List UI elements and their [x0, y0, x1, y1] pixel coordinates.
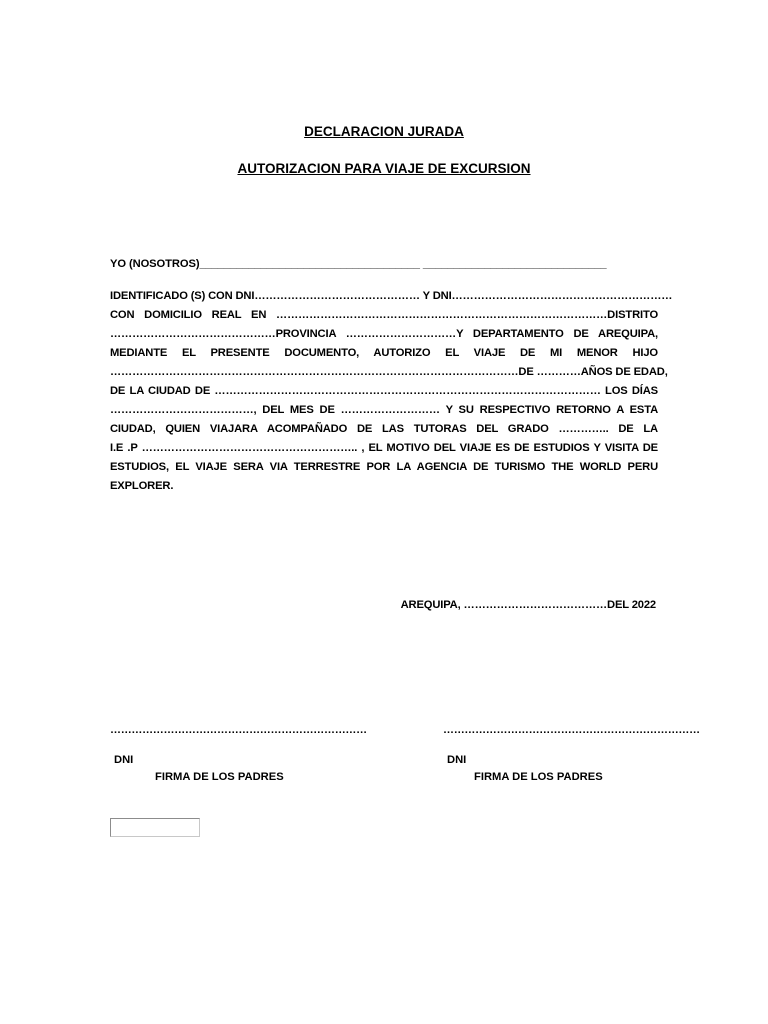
city-date-line: AREQUIPA, …………………………………DEL 2022: [400, 599, 656, 611]
signature-caption-left: FIRMA DE LOS PADRES: [155, 771, 284, 783]
body-line: EXPLORER.: [110, 480, 174, 492]
declarant-line: YO (NOSOTROS)____________________________________ ______________________________: [110, 258, 607, 270]
body-line: …………………………………………………………………………………………………DE …………AÑOS DE EDAD,: [110, 366, 668, 378]
dni-label-right: DNI: [447, 754, 467, 766]
body-line: MEDIANTE EL PRESENTE DOCUMENTO, AUTORIZO EL VIAJE DE MI MENOR HIJO: [110, 347, 658, 359]
document-title: DECLARACION JURADA: [304, 124, 464, 139]
body-line: …………………………………, DEL MES DE ……………………… Y SU RESPECTIVO RETORNO A ESTA: [110, 404, 658, 416]
body-line: ESTUDIOS, EL VIAJE SERA VIA TERRESTRE POR LA AGENCIA DE TURISMO THE WORLD PERU: [110, 461, 658, 473]
signature-line-right: ………………………………………………………………: [443, 724, 700, 736]
document-subtitle: AUTORIZACION PARA VIAJE DE EXCURSION: [237, 161, 531, 176]
body-line: CON DOMICILIO REAL EN ………………………………………………………………………………DISTRITO: [110, 309, 658, 321]
dni-label-left: DNI: [114, 754, 134, 766]
body-line: CIUDAD, QUIEN VIAJARA ACOMPAÑADO DE LAS TUTORAS DEL GRADO ………….. DE LA: [110, 423, 658, 435]
body-line: I.E .P ………………………………………………….. , EL MOTIVO DEL VIAJE ES DE ESTUDIOS Y VISITA DE: [110, 442, 658, 454]
declaration-body: [110, 287, 673, 496]
body-line: ………………………………………PROVINCIA …………………………Y DEPARTAMENTO DE AREQUIPA,: [110, 328, 658, 340]
body-line: IDENTIFICADO (S) CON DNI……………………………………… Y DNI……………………………………………………: [110, 290, 673, 302]
signature-caption-right: FIRMA DE LOS PADRES: [474, 771, 603, 783]
signature-line-left: ………………………………………………………………: [110, 724, 367, 736]
empty-text-box[interactable]: [110, 818, 200, 837]
body-line: DE LA CIUDAD DE …………………………………………………………………………………………… LOS DÍAS: [110, 385, 658, 397]
